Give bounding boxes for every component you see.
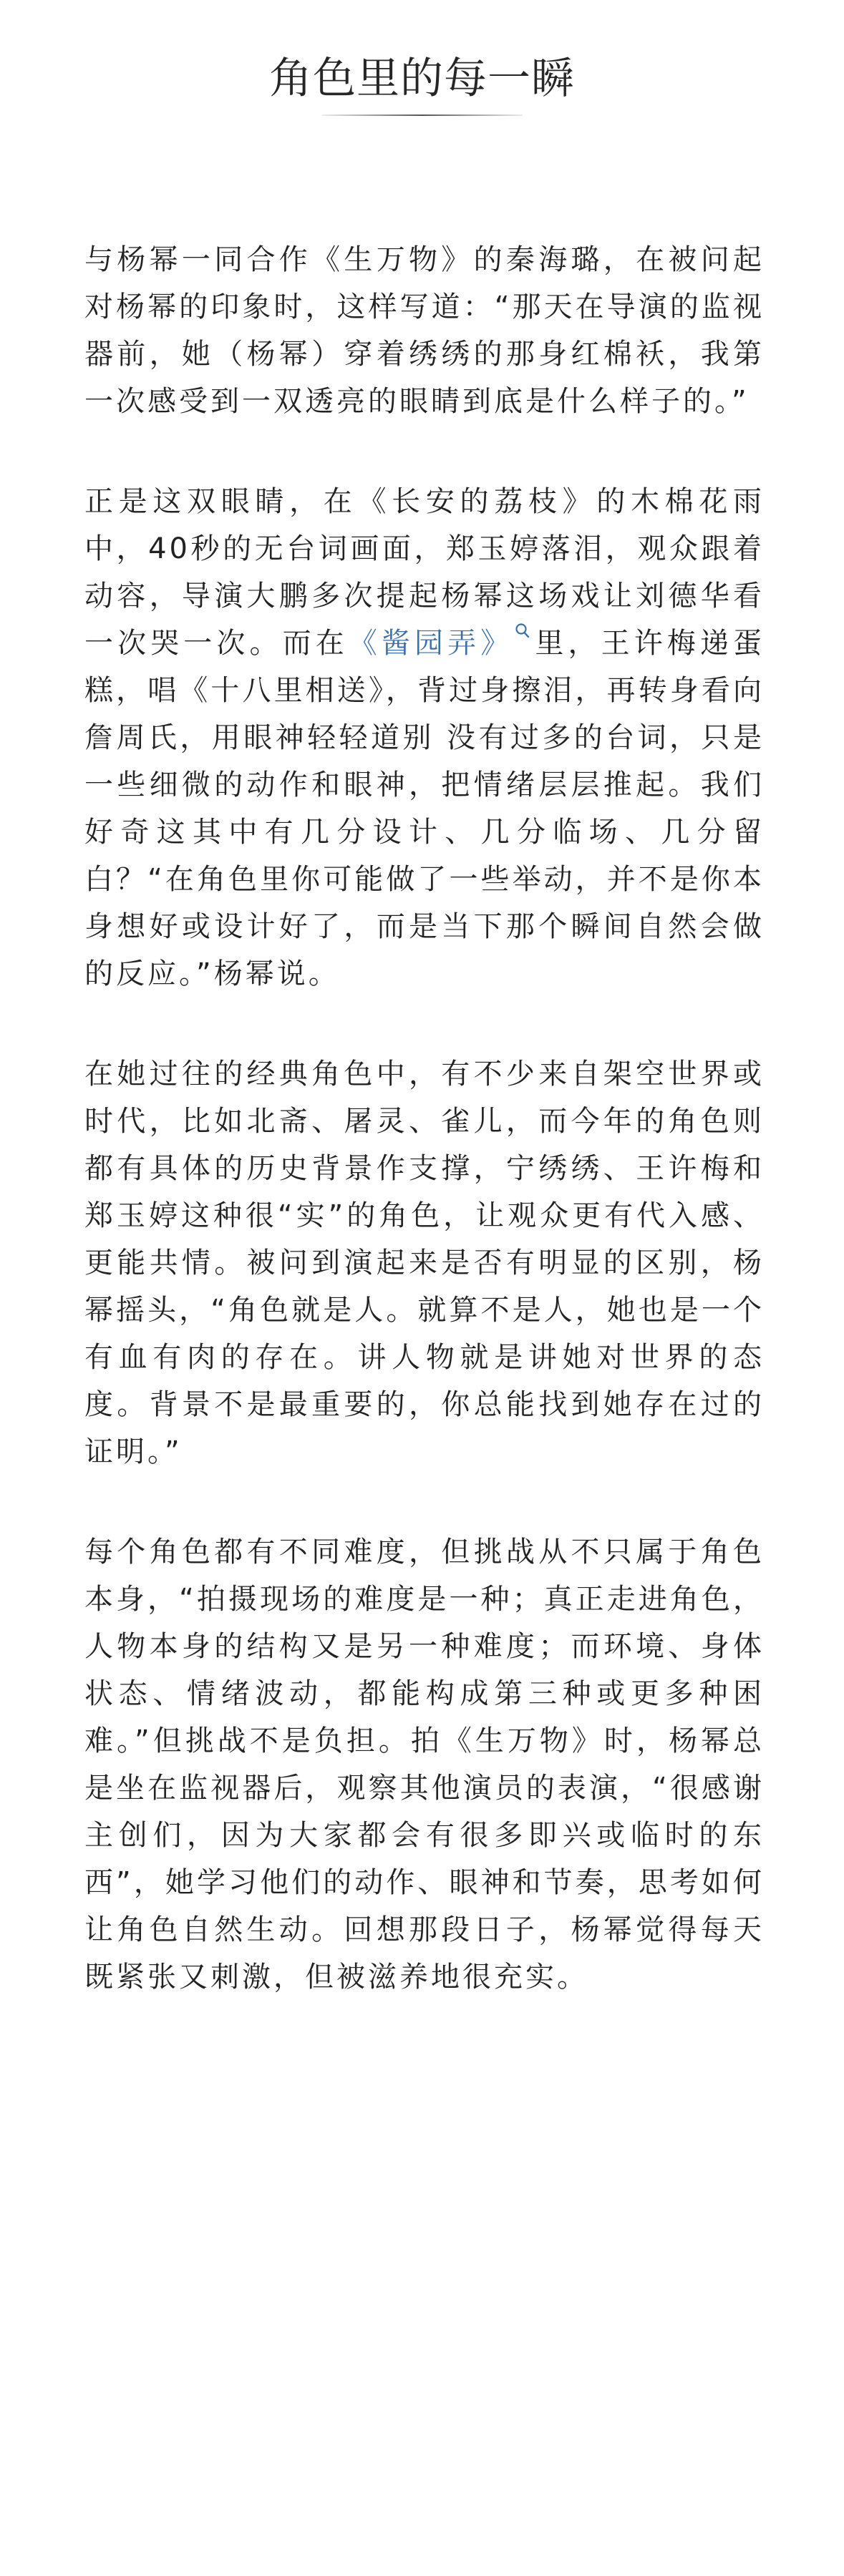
title-divider [322,114,523,116]
paragraph-2-text-after-link: 里，王许梅递蛋糕，唱《十八里相送》，背过身擦泪，再转身看向詹周氏，用眼神轻轻道别 没有过多的台词，只是一些细微的动作和眼神，把情绪层层推起。我们好奇这其中有几分设计、几分临场、几分留白？“在角色里你可能做了一些举动，并不是你本身想好或设计好了，而是当下那个瞬间自然会做的反应。”杨幂说。 [84,627,765,990]
search-icon[interactable] [515,623,530,640]
title-block [0,20,844,137]
paragraph-3: 在她过往的经典角色中，有不少来自架空世界或时代，比如北斋、屠灵、雀儿，而今年的角色则都有具体的历史背景作支撑，宁绣绣、王许梅和郑玉婷这种很“实”的角色，让观众更有代入感、更能共情。被问到演起来是否有明显的区别，杨幂摇头，“角色就是人。就算不是人，她也是一个有血有肉的存在。讲人物就是讲她对世界的态度。背景不是最重要的，你总能找到她存在过的证明。” [84,1058,765,1468]
article-body [84,236,765,2054]
paragraph-2 [84,478,765,997]
paragraph-2-text-before-link: 正是这双眼睛，在《长安的荔枝》的木棉花雨中，40秒的无台词画面，郑玉婷落泪，观众跟着动容，导演大鹏多次提起杨幂这场戏让刘德华看一次哭一次。而在 [84,485,765,660]
work-link-jiangyuannong[interactable]: 《酱园弄》 [348,627,514,660]
paragraph-4: 每个角色都有不同难度，但挑战从不只属于角色本身，“拍摄现场的难度是一种；真正走进角色，人物本身的结构又是另一种难度；而环境、身体状态、情绪波动，都能构成第三种或更多种困难。”但挑战不是负担。拍《生万物》时，杨幂总是坐在监视器后，观察其他演员的表演，“很感谢主创们，因为大家都会有很多即兴或临时的东西”，她学习他们的动作、眼神和节奏，思考如何让角色自然生动。回想那段日子，杨幂觉得每天既紧张又刺激，但被滋养地很充实。 [84,1536,765,1994]
article-title: 角色里的每一瞬 [269,54,575,104]
paragraph-1: 与杨幂一同合作《生万物》的秦海璐，在被问起对杨幂的印象时，这样写道：“那天在导演的监视器前，她（杨幂）穿着绣绣的那身红棉袄，我第一次感受到一双透亮的眼睛到底是什么样子的。” [84,243,765,418]
